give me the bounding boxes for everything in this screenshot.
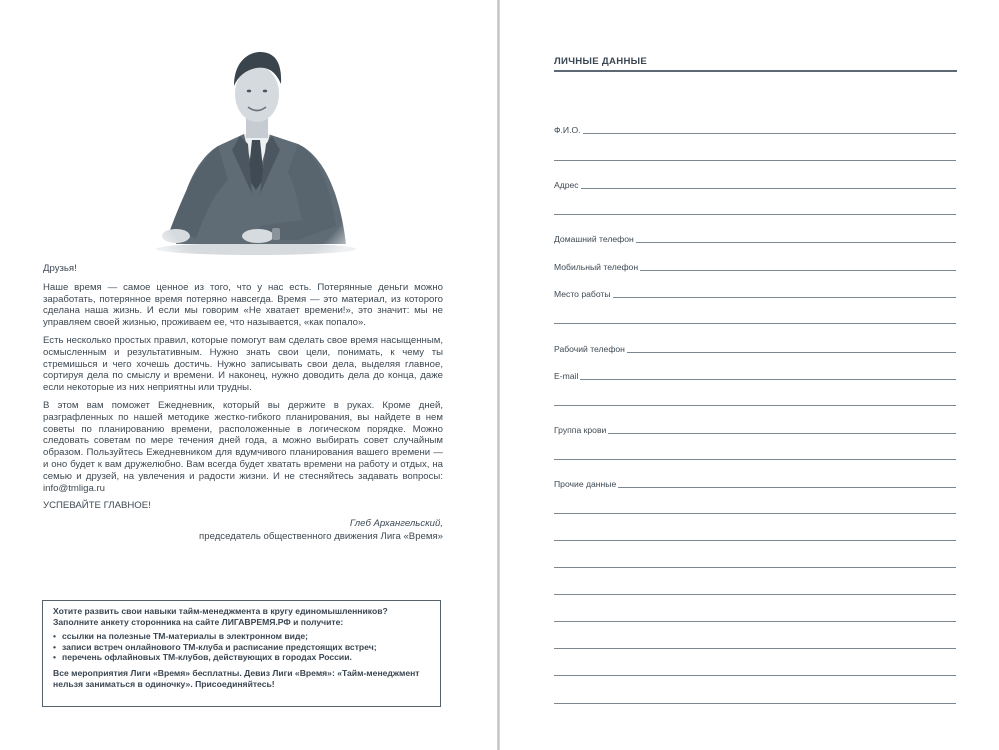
mobile-phone-field[interactable] — [554, 258, 956, 272]
home-phone-label: Домашний телефон — [554, 234, 634, 244]
address-field[interactable] — [554, 176, 956, 190]
letter-paragraph: Есть несколько простых правил, которые помогут вам сделать свое время насыщенным, осмысленным и результативным. Нужно знать свои цели, понимать, к чему ты стремишься и чего хочешь достичь. Нужно записывать свои дела, выделяя главное, сортируя дела по смыслу и времени. И наконец, нужно доводить дела до конца, даже если некоторые из них неприятны или трудны. — [43, 334, 443, 394]
blood-group-line-2[interactable] — [554, 459, 956, 460]
letter-slogan: УСПЕВАЙТЕ ГЛАВНОЕ! — [43, 500, 151, 512]
blood-group-field[interactable] — [554, 421, 956, 435]
infobox-outro: Все мероприятия Лиги «Время» бесплатны. Девиз Лиги «Время»: «Тайм-менеджмент нельзя заниматься в одиночку». Присоединяйтесь! — [53, 667, 420, 689]
signature-title: председатель общественного движения Лига «Время» — [199, 530, 443, 542]
other-data-line-5[interactable] — [554, 594, 956, 595]
other-data-line-6[interactable] — [554, 621, 956, 622]
fio-line-2[interactable] — [554, 160, 956, 161]
workplace-label: Место работы — [554, 289, 611, 299]
infobox-item: • записи встреч онлайнового ТМ-клуба и расписание предстоящих встреч; — [53, 642, 430, 653]
other-data-line-9[interactable] — [554, 703, 956, 704]
other-data-line-2[interactable] — [554, 513, 956, 514]
personal-data-title: ЛИЧНЫЕ ДАННЫЕ — [554, 56, 957, 72]
editor-letter — [43, 263, 443, 543]
address-line[interactable] — [581, 188, 956, 189]
infobox-item: • перечень офлайновых ТМ-клубов, действующих в городах России. — [53, 652, 430, 663]
left-page — [0, 0, 498, 750]
other-data-line-8[interactable] — [554, 675, 956, 676]
email-field[interactable] — [554, 367, 956, 381]
letter-paragraph: В этом вам поможет Ежедневник, который вы держите в руках. Кроме дней, разграфленных по нашей методике жестко-гибкого планирования, вы найдете в нем советы по планированию времени, расположенные в логическом порядке. Можно следовать советам по мере течения дней года, а можно выбирать совет случайным образом. Пользуйтесь Ежедневником для вдумчивого планирования вашего времени — и оно будет к вам дружелюбно. Вам всегда будет хватать времени на работу и отдых, на семью и друзей, на увлечения и радости жизни. И не стесняйтесь задавать вопросы: info@tmliga.ru — [43, 399, 443, 494]
address-label: Адрес — [554, 180, 579, 190]
work-phone-label: Рабочий телефон — [554, 344, 625, 354]
work-phone-line[interactable] — [627, 352, 956, 353]
email-line[interactable] — [580, 379, 956, 380]
infobox-item: • ссылки на полезные ТМ-материалы в электронном виде; — [53, 631, 430, 642]
infobox-intro: Хотите развить свои навыки тайм-менеджмента в кругу единомышленников? Заполните анкету сторонника на сайте ЛИГАВРЕМЯ.РФ и получите: — [53, 606, 388, 627]
other-data-line[interactable] — [618, 487, 956, 488]
fio-field[interactable] — [554, 121, 956, 135]
fio-line[interactable] — [583, 133, 956, 134]
right-page — [500, 0, 999, 750]
other-data-line-3[interactable] — [554, 540, 956, 541]
other-data-line-4[interactable] — [554, 567, 956, 568]
email-label: E-mail — [554, 371, 579, 381]
email-line-2[interactable] — [554, 405, 956, 406]
home-phone-field[interactable] — [554, 230, 956, 244]
other-data-field[interactable] — [554, 475, 956, 489]
other-data-line-7[interactable] — [554, 648, 956, 649]
work-phone-field[interactable] — [554, 340, 956, 354]
home-phone-line[interactable] — [636, 242, 956, 243]
letter-paragraph: Наше время — самое ценное из того, что у нас есть. Потерянные деньги можно заработать, потерянное время потеряно навсегда. Время — это материал, из которого сделана наша жизнь. И если мы говорим «Не хватает времени!», это значит: мы не управляем своей жизнью, проживаем ее, что называется, «как попало». — [43, 281, 443, 329]
workplace-field[interactable] — [554, 285, 956, 299]
league-infobox — [42, 600, 441, 707]
blood-group-line[interactable] — [608, 433, 956, 434]
other-data-label: Прочие данные — [554, 479, 617, 489]
author-portrait — [148, 44, 358, 256]
infobox-list — [53, 631, 430, 663]
letter-signature — [43, 518, 443, 543]
mobile-phone-label: Мобильный телефон — [554, 262, 639, 272]
signature-name: Глеб Архангельский, — [349, 518, 443, 530]
mobile-phone-line[interactable] — [640, 270, 956, 271]
workplace-line[interactable] — [613, 297, 956, 298]
blood-group-label: Группа крови — [554, 425, 607, 435]
address-line-2[interactable] — [554, 214, 956, 215]
workplace-line-2[interactable] — [554, 323, 956, 324]
fio-label: Ф.И.О. — [554, 125, 581, 135]
letter-greeting: Друзья! — [43, 263, 77, 274]
